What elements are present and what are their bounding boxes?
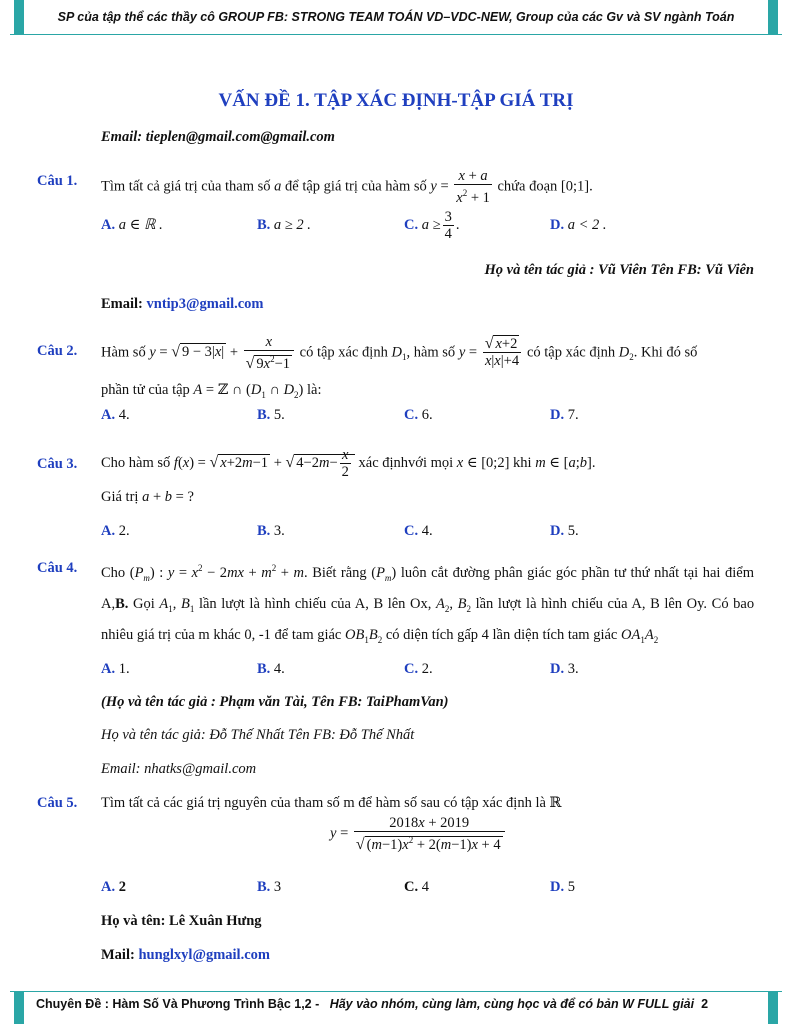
q1-option-d[interactable]: D. a < 2 . [550, 217, 607, 233]
mail-4: Mail: hunglxyl@gmail.com [101, 947, 270, 963]
q3-option-d[interactable]: D. 5. [550, 523, 579, 539]
mail-4-link[interactable]: hunglxyl@gmail.com [138, 947, 270, 963]
author-3: Họ và tên tác giả: Đỗ Thế Nhất Tên FB: Đỗ Thế Nhất [101, 727, 415, 743]
q5-option-a[interactable]: A. 2 [101, 879, 126, 895]
q3-option-b[interactable]: B. 3. [257, 523, 285, 539]
email-2: Email: vntip3@gmail.com [101, 296, 264, 312]
q4-option-a[interactable]: A. 1. [101, 661, 130, 677]
q4-label: Câu 4. [37, 560, 78, 576]
q3-option-c[interactable]: C. 4. [404, 523, 433, 539]
q5-option-d[interactable]: D. 5 [550, 879, 575, 895]
footer-bar-right [768, 992, 778, 1024]
q4-option-b[interactable]: B. 4. [257, 661, 285, 677]
footer-bar-left [14, 992, 24, 1024]
q1-label: Câu 1. [37, 173, 78, 189]
q5-label: Câu 5. [37, 795, 78, 811]
q5-option-b[interactable]: B. 3 [257, 879, 282, 895]
header-rule [10, 34, 782, 35]
q5-text: Tìm tất cả các giá trị nguyên của tham số m để hàm số sau có tập xác định là ℝ [101, 795, 562, 811]
q2-text-line2: phần tử của tập A = ℤ ∩ ($D_1$ ∩ $D_2$) là: [101, 382, 322, 400]
email-1: Email: tieplen@gmail.com@gmail.com [101, 129, 335, 145]
q3-label: Câu 3. [37, 456, 78, 472]
q5-option-c[interactable]: C. 4 [404, 879, 429, 895]
q5-formula: y = $\frac{2018x + 2019}{√ (m-1)x^2 + 2(m-1)x + 4}$ [330, 815, 507, 853]
q3-option-a[interactable]: A. 2. [101, 523, 130, 539]
q2-option-a[interactable]: A. 4. [101, 407, 130, 423]
q3-text: Cho hàm số f(x) = √ x+2m−1 + √ 4−2m− $\frac{x}{2}$ xác địnhvới mọi x ∈ [0;2] khi m ∈ [a;b]. [101, 447, 596, 480]
q4-text: Cho $(P_m)$ : $y = x^2 - 2mx + m^2 + m$. Biết rằng $(P_m)$ luôn cắt đường phân giác góc phần tư thứ nhất tại hai điểm A,B. Gọi $A_1$, $B_1$ lần lượt là hình chiếu của A, B lên Ox, $A_2$, $B_2$ lần lượt là hình chiếu của A, B lên Oy. Có bao nhiêu giá trị của m khác 0, -1 để tam giác $OB_1B_2$ có diện tích gấp 4 lần diện tích tam giác $OA_1A_2$ [101, 563, 755, 645]
page-header: SP của tập thể các thầy cô GROUP FB: STRONG TEAM TOÁN VD–VDC-NEW, Group của các Gv và SV ngành Toán [57, 10, 735, 24]
email-3: Email: nhatks@gmail.com [101, 761, 257, 777]
q1-option-a[interactable]: A. a ∈ ℝ . [101, 217, 163, 233]
author-1: Họ và tên tác giả : Vũ Viên Tên FB: Vũ Viên [484, 262, 754, 278]
footer-rule [10, 991, 782, 992]
email-2-link[interactable]: vntip3@gmail.com [146, 296, 264, 312]
page-number: 2 [701, 997, 709, 1011]
q2-option-b[interactable]: B. 5. [257, 407, 285, 423]
q2-text: Hàm số y = √ 9 − 3|x| + $\frac{x}{√ 9x^2-1}$ có tập xác định $D_1$, hàm số y = $\frac{√ x+2}{x|x|+4}$ có tập xác định $D_2$. Khi đó số [101, 334, 698, 372]
q2-option-c[interactable]: C. 6. [404, 407, 433, 423]
q4-option-c[interactable]: C. 2. [404, 661, 433, 677]
author-2: (Họ và tên tác giả : Phạm văn Tài, Tên FB: TaiPhamVan) [101, 694, 449, 710]
section-title: VẤN ĐỀ 1. TẬP XÁC ĐỊNH-TẬP GIÁ TRỊ [218, 90, 574, 111]
q1-option-c[interactable]: C. a ≥ $\frac{3}{4}$ . [404, 209, 460, 242]
q1-text: Tìm tất cả giá trị của tham số a để tập giá trị của hàm số y = $\frac{x + a}{x^2 + 1}$ chứa đoạn [0;1]. [101, 168, 593, 206]
q4-option-d[interactable]: D. 3. [550, 661, 579, 677]
q1-option-b[interactable]: B. a ≥ 2 . [257, 217, 311, 233]
author-4: Họ và tên: Lê Xuân Hưng [101, 913, 262, 929]
q3-text-line2: Giá trị a + b = ? [101, 489, 194, 505]
q2-option-d[interactable]: D. 7. [550, 407, 579, 423]
page-footer: Chuyên Đề : Hàm Số Và Phương Trình Bậc 1,2 - Hãy vào nhóm, cùng làm, cùng học và để có bản W FULL giải 2 [36, 997, 709, 1011]
q2-label: Câu 2. [37, 343, 78, 359]
